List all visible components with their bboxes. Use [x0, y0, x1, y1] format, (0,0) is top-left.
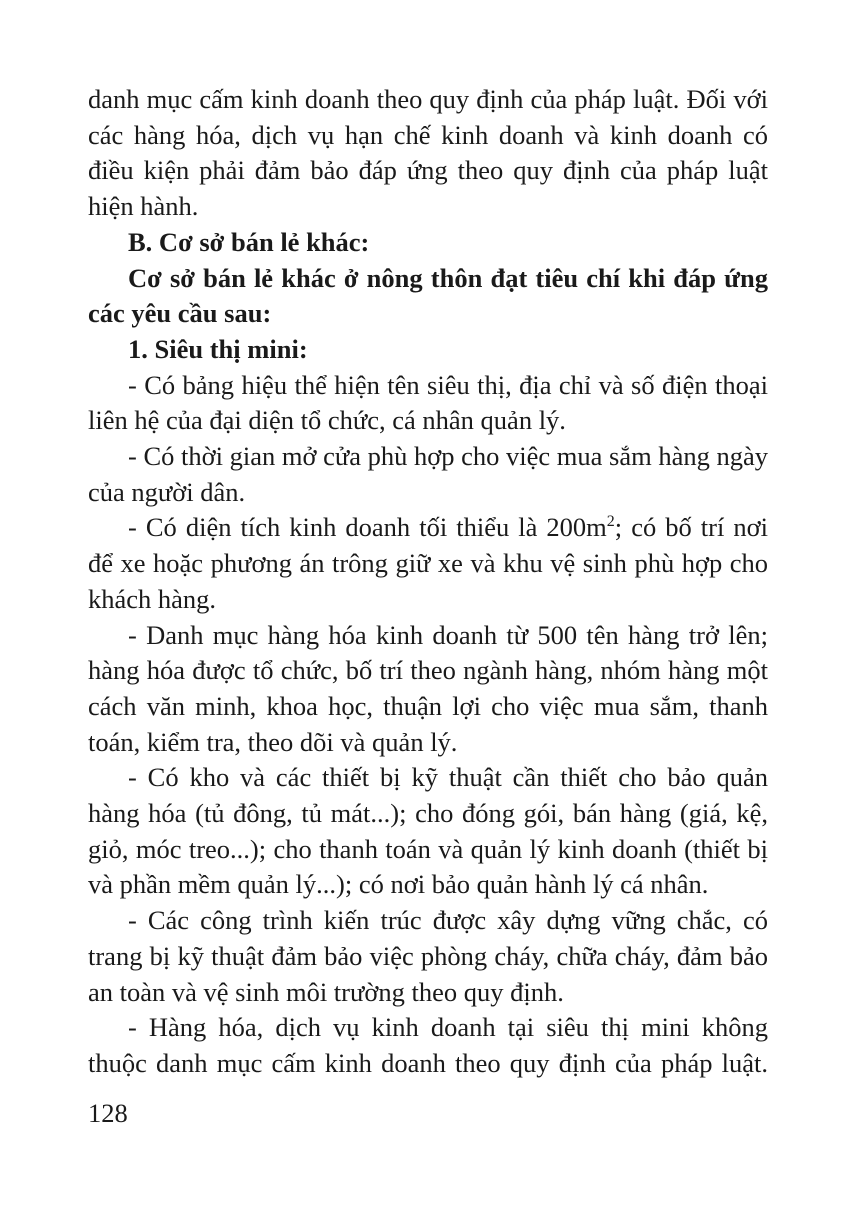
continuation-paragraph: danh mục cấm kinh doanh theo quy định của pháp luật. Đối với các hàng hóa, dịch vụ hạn chế kinh doanh và kinh doanh có điều kiện phải đảm bảo đáp ứng theo quy định của pháp luật hiện hành. [88, 84, 768, 222]
item-signboard: - Có bảng hiệu thể hiện tên siêu thị, địa chỉ và số điện thoại liên hệ của đại diện tổ chức, cá nhân quản lý. [88, 369, 768, 436]
item-goods-catalog: - Danh mục hàng hóa kinh doanh từ 500 tên hàng trở lên; hàng hóa được tổ chức, bố trí theo ngành hàng, nhóm hàng một cách văn minh, khoa học, thuận lợi cho việc mua sắm, thanh toán, kiểm tra, theo dõi và quản lý. [88, 619, 768, 757]
item-equipment: - Có kho và các thiết bị kỹ thuật cần thiết cho bảo quản hàng hóa (tủ đông, tủ mát...); cho đóng gói, bán hàng (giá, kệ, giỏ, móc treo...); cho thanh toán và quản lý kinh doanh (thiết bị và phần mềm quản lý...); có nơi bảo quản hành lý cá nhân. [88, 762, 768, 900]
section-heading: B. Cơ sở bán lẻ khác: [128, 226, 370, 257]
page-number: 128 [88, 1098, 128, 1128]
document-page [88, 82, 768, 1082]
section-intro: Cơ sở bán lẻ khác ở nông thôn đạt tiêu chí khi đáp ứng các yêu cầu sau: [88, 262, 768, 329]
item-area-suffix: ; có bố trí nơi để xe hoặc phương án trông giữ xe và khu vệ sinh phù hợp cho khách hàng. [88, 512, 769, 614]
item-construction: - Các công trình kiến trúc được xây dựng vững chắc, có trang bị kỹ thuật đảm bảo việc phòng cháy, chữa cháy, đảm bảo an toàn và vệ sinh môi trường theo quy định. [88, 905, 768, 1007]
item-opening-hours: - Có thời gian mở cửa phù hợp cho việc mua sắm hàng ngày của người dân. [88, 441, 768, 507]
item-area-prefix: - Có diện tích kinh doanh tối thiểu là 200m [128, 512, 607, 543]
item-goods-services: - Hàng hóa, dịch vụ kinh doanh tại siêu thị mini không thuộc danh mục cấm kinh doanh theo quy định của pháp luật. [88, 1012, 768, 1078]
subsection-heading: 1. Siêu thị mini: [128, 333, 308, 364]
item-area [88, 510, 768, 617]
item-area-superscript: 2 [606, 513, 615, 531]
